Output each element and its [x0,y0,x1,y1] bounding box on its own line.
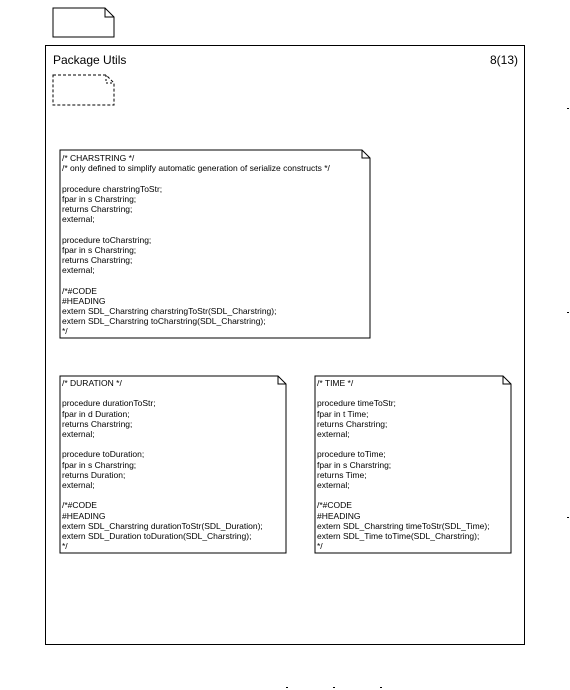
note-line: returns Charstring; [62,204,133,215]
page-number: 8(13) [489,53,518,67]
note-line [62,490,263,500]
note-line [317,490,490,500]
note-line: /* CHARSTRING */ [62,153,135,163]
note-line [317,388,490,398]
note-line: #HEADING [62,510,106,521]
edge-mark [567,108,569,109]
note-line: procedure charstringToStr; [62,183,163,194]
note-line: fpar in d Duration; [62,408,130,419]
note-line: extern SDL_Charstring toCharstring(SDL_Charstring); [62,316,266,327]
note-line: #HEADING [62,295,106,306]
note-line: */ [317,541,323,552]
note-line [62,439,263,449]
note-line: fpar in s Charstring; [62,244,137,255]
note-line: external; [62,480,95,491]
note-line: returns Charstring; [62,255,133,266]
note-line: /* TIME */ [317,378,354,388]
note-line: external; [62,265,95,276]
edge-mark [380,687,382,688]
note-line: procedure timeToStr; [317,398,396,409]
note-line: procedure toDuration; [62,449,145,460]
note-line: returns Time; [317,469,367,480]
note-line: fpar in s Charstring; [62,193,137,204]
note-line [317,439,490,449]
note-line: fpar in s Charstring; [317,459,392,470]
note-line: extern SDL_Time toTime(SDL_Charstring); [317,531,480,542]
edge-mark [567,312,569,313]
note-line: fpar in s Charstring; [62,459,137,470]
note-line: procedure toTime; [317,449,386,460]
note-line: returns Charstring; [317,418,388,429]
note-line: external; [317,429,350,440]
charstring-note-text [62,153,330,337]
note-line: returns Charstring; [62,418,133,429]
note-line: #HEADING [317,510,361,521]
note-line: extern SDL_Charstring timeToStr(SDL_Time); [317,520,490,531]
edge-mark [567,517,569,518]
edge-mark [333,687,335,688]
note-line [62,275,330,285]
note-line: extern SDL_Charstring charstringToStr(SDL_Charstring); [62,306,277,317]
edge-mark [286,687,288,688]
note-line: /*#CODE [62,500,97,511]
time-note-text [317,378,490,551]
note-line: returns Duration; [62,469,126,480]
note-line: /*#CODE [62,285,97,296]
note-line: */ [62,326,68,337]
note-line: external; [317,480,350,491]
note-line: external; [62,429,95,440]
note-line [62,173,330,183]
note-line: /* only defined to simplify automatic generation of serialize constructs */ [62,163,330,174]
package-title: Package Utils [53,53,127,67]
note-line: fpar in t Time; [317,408,369,419]
note-line: procedure durationToStr; [62,398,156,409]
note-line: external; [62,214,95,225]
note-line [62,224,330,234]
note-line: /* DURATION */ [62,378,122,388]
note-line: /*#CODE [317,500,352,511]
duration-note-text [62,378,263,551]
note-line: */ [62,541,68,552]
note-line: procedure toCharstring; [62,234,152,245]
note-line: extern SDL_Charstring durationToStr(SDL_Duration); [62,520,263,531]
note-line [62,388,263,398]
note-line: extern SDL_Duration toDuration(SDL_Charstring); [62,531,252,542]
